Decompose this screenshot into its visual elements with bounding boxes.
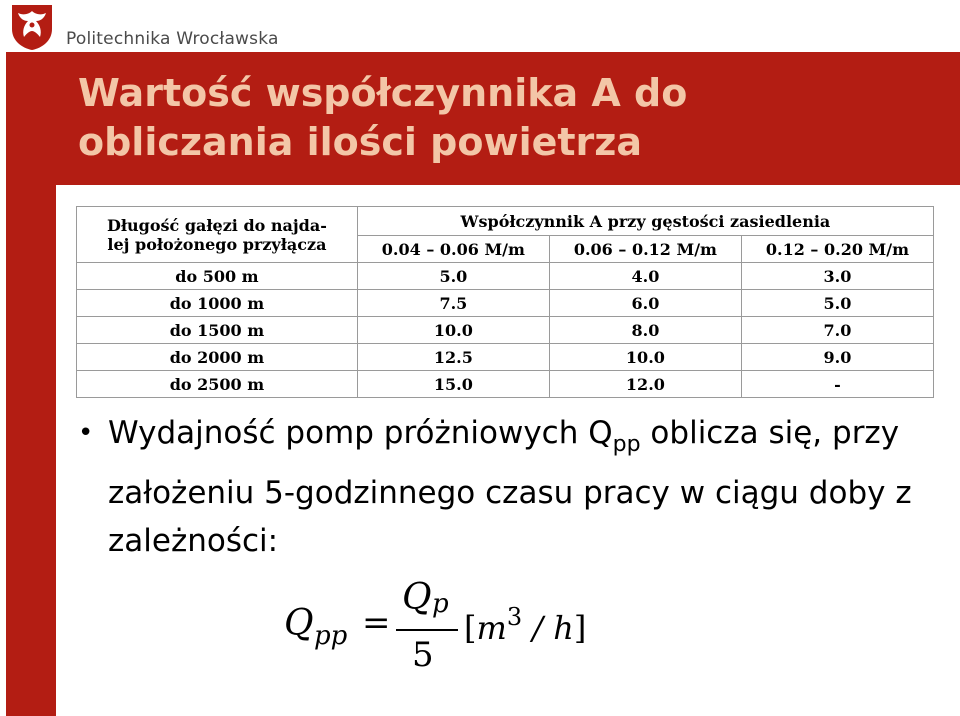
unit-exponent: 3 xyxy=(506,603,523,631)
formula-lhs: Q xyxy=(284,603,314,644)
row-value: 12.0 xyxy=(549,371,741,398)
row-value: 10.0 xyxy=(549,344,741,371)
row-value: 6.0 xyxy=(549,290,741,317)
fraction-bar xyxy=(396,629,458,631)
row-length: do 2000 m xyxy=(77,344,358,371)
subheader-density-1: 0.04 – 0.06 M/m xyxy=(357,236,549,263)
row-length: do 500 m xyxy=(77,263,358,290)
formula-numerator-subscript: p xyxy=(432,589,449,619)
subscript-pp: pp xyxy=(612,432,641,457)
row-value: 3.0 xyxy=(741,263,933,290)
formula-lhs-subscript: pp xyxy=(314,621,348,651)
formula-equals: = xyxy=(362,603,391,643)
formula xyxy=(284,577,624,687)
title-line-1: Wartość współczynnika A do xyxy=(78,71,688,115)
slide-content xyxy=(56,185,960,716)
table-row xyxy=(77,290,934,317)
table-header-row xyxy=(77,207,934,236)
eagle-crest-icon xyxy=(8,3,56,51)
bullet-marker: • xyxy=(78,418,94,448)
header-branch-length: Długość gałęzi do najda- lej położonego przyłącza xyxy=(77,207,358,263)
row-value: 9.0 xyxy=(741,344,933,371)
bullet-text: Wydajność pomp próżniowych $Q_{pp}$ oblicza się, przy założeniu 5-godzinnego czasu pracy w ciągu doby z zależności: xyxy=(108,415,912,559)
slide-title xyxy=(78,69,948,167)
subheader-density-3: 0.12 – 0.20 M/m xyxy=(741,236,933,263)
row-length: do 1000 m xyxy=(77,290,358,317)
table-row xyxy=(77,371,934,398)
row-value: 7.0 xyxy=(741,317,933,344)
table-row xyxy=(77,344,934,371)
formula-unit: $[m^3 / h]$ xyxy=(464,603,587,647)
row-value: 8.0 xyxy=(549,317,741,344)
row-value: 5.0 xyxy=(741,290,933,317)
row-value: 7.5 xyxy=(357,290,549,317)
row-value: - xyxy=(741,371,933,398)
table-row xyxy=(77,317,934,344)
institution-name: Politechnika Wrocławska xyxy=(66,29,279,49)
row-length: do 1500 m xyxy=(77,317,358,344)
row-value: 5.0 xyxy=(357,263,549,290)
title-banner xyxy=(56,52,960,185)
formula-denominator: 5 xyxy=(412,635,434,675)
table-row xyxy=(77,263,934,290)
title-line-2: obliczania ilości powietrza xyxy=(78,120,643,164)
row-value: 12.5 xyxy=(357,344,549,371)
row-value: 15.0 xyxy=(357,371,549,398)
coefficient-table xyxy=(76,206,934,398)
header-coefficient-group: Współczynnik A przy gęstości zasiedlenia xyxy=(357,207,933,236)
left-accent-strip xyxy=(6,52,56,716)
row-value: 10.0 xyxy=(357,317,549,344)
row-value: 4.0 xyxy=(549,263,741,290)
row-length: do 2500 m xyxy=(77,371,358,398)
formula-numerator: Q xyxy=(402,577,432,618)
subheader-density-2: 0.06 – 0.12 M/m xyxy=(549,236,741,263)
logo-bar xyxy=(0,0,960,52)
